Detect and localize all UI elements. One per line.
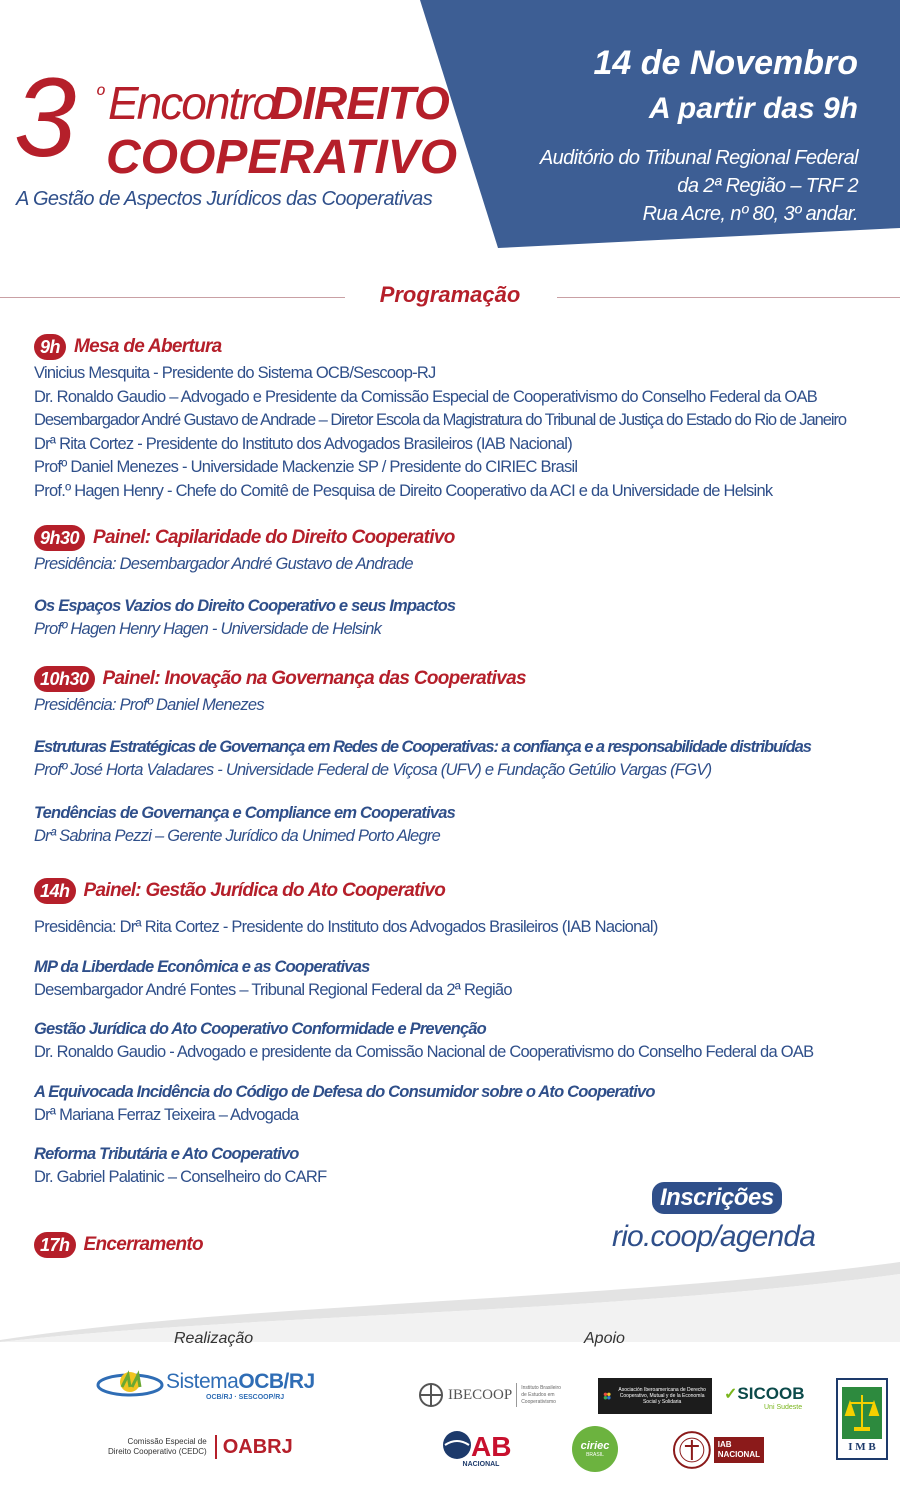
apoio-label: Apoio — [584, 1330, 625, 1347]
sistema-ocb-logo — [94, 1362, 334, 1408]
ibecoop-description: Instituto Brasileiro de Estudos em Cooperativismo — [521, 1384, 561, 1405]
ocb-subtext: OCB/RJ · SESCOOP/RJ — [206, 1393, 285, 1401]
sicoob-subtext: Uni Sudeste — [764, 1403, 803, 1411]
sicoob-wordmark: SICOOB — [737, 1383, 805, 1403]
oab-emblem-icon — [441, 1429, 521, 1461]
session-closing — [34, 1230, 334, 1260]
oab-nacional-subtext: NACIONAL — [462, 1460, 500, 1468]
speaker-line: Vinicius Mesquita - Presidente do Sistema OCB/Sescoop-RJ — [34, 364, 436, 382]
session-title: Painel: Inovação na Governança das Cooperativas — [102, 668, 526, 689]
session-inovacao — [34, 664, 884, 849]
session-opening — [34, 332, 884, 503]
session-header — [34, 664, 884, 694]
ciriec-logo — [572, 1426, 618, 1472]
edition-suffix: º — [96, 82, 105, 107]
session-header — [34, 523, 884, 553]
event-venue — [540, 144, 858, 228]
presidency-line: Presidência: Desembargador André Gustavo de Andrade — [34, 555, 413, 573]
edition-number: 3 — [14, 55, 73, 180]
presidency-line: Presidência: Drª Rita Cortez - Presidente do Instituto dos Advogados Brasileiros (IAB Nacional) — [34, 918, 658, 936]
realizacao-label: Realização — [174, 1330, 254, 1347]
session-title: Painel: Gestão Jurídica do Ato Cooperativo — [83, 880, 446, 901]
presidency-line: Presidência: Profº Daniel Menezes — [34, 696, 264, 714]
logo-divider — [516, 1383, 517, 1407]
talk-speaker: Drª Mariana Ferraz Teixeira – Advogada — [34, 1105, 299, 1124]
speaker-line: Desembargador André Gustavo de Andrade – Diretor Escola da Magistratura do Tribunal de Justiça do Estado do Rio de Janeiro — [34, 411, 847, 429]
speaker-line: Dr. Ronaldo Gaudio – Advogado e Presidente da Comissão Especial de Cooperativismo do Conselho Federal da OAB — [34, 387, 818, 406]
session-header — [34, 332, 884, 362]
talk-title: Estruturas Estratégicas de Governança em Redes de Cooperativas: a confiança e a responsabilidade distribuídas — [34, 737, 811, 756]
venue-line: Auditório do Tribunal Regional Federal — [539, 147, 858, 169]
sicoob-row — [724, 1384, 804, 1404]
ibecoop-wordmark: IBECOOP — [448, 1386, 513, 1403]
time-badge: 9h30 — [34, 525, 85, 551]
talk-speaker: Dr. Ronaldo Gaudio - Advogado e presidente da Comissão Nacional de Cooperativismo do Conselho Federal da OAB — [34, 1043, 814, 1061]
cedc-text — [108, 1437, 207, 1457]
iab-subtext: NACIONAL — [717, 1450, 760, 1459]
ocb-wordmark — [166, 1370, 315, 1394]
imb-wordmark: I M B — [848, 1441, 876, 1453]
ibecoop-emblem-icon — [418, 1382, 444, 1408]
ciriec-subtext: BRASIL — [586, 1452, 604, 1458]
speaker-line: Profº Daniel Menezes - Universidade Mackenzie SP / Presidente do CIRIEC Brasil — [34, 458, 578, 476]
svg-text:AB: AB — [471, 1430, 512, 1461]
talk-speaker: Profº Hagen Henry Hagen - Universidade de Helsink — [34, 619, 382, 638]
talk-title: Reforma Tributária e Ato Cooperativo — [34, 1145, 299, 1163]
session-capilaridade — [34, 523, 884, 641]
imb-emblem-icon — [840, 1385, 884, 1441]
oab-nacional-logo — [440, 1426, 522, 1470]
session-title: Encerramento — [83, 1234, 203, 1255]
iab-wordmark: IAB — [717, 1440, 732, 1449]
event-date: 14 de Novembro — [593, 44, 858, 82]
oabrj-logo — [108, 1432, 338, 1462]
iab-nacional-logo — [672, 1430, 764, 1470]
sicoob-check-icon: ✓ — [724, 1385, 738, 1403]
session-title: Mesa de Abertura — [74, 336, 222, 357]
iab-seal-icon — [672, 1430, 712, 1470]
ocb-wordmark-bold: OCB/RJ — [238, 1369, 315, 1393]
talk-title: A Equivocada Incidência do Código de Defesa do Consumidor sobre o Ato Cooperativo — [34, 1082, 655, 1101]
ocb-wordmark-main: Sistema — [166, 1369, 239, 1393]
title-cooperativo: COOPERATIVO — [106, 131, 458, 184]
speaker-line: Prof.º Hagen Henry - Chefe do Comitê de Pesquisa de Direito Cooperativo da ACI e da Universidade de Helsink — [34, 481, 773, 500]
ciriec-wordmark: ciriec — [580, 1440, 610, 1452]
ocb-emblem-icon — [94, 1365, 164, 1405]
cedc-line: Direito Cooperativo (CEDC) — [108, 1447, 207, 1456]
venue-line: da 2ª Região – TRF 2 — [677, 175, 858, 197]
ibecoop-logo — [418, 1378, 586, 1412]
talk-speaker: Drª Sabrina Pezzi – Gerente Jurídico da Unimed Porto Alegre — [34, 827, 441, 845]
cedc-line: Comissão Especial de — [127, 1437, 207, 1446]
event-subtitle: A Gestão de Aspectos Jurídicos das Cooperativas — [16, 188, 433, 210]
logo-divider — [215, 1435, 217, 1459]
title-direito: DIREITO — [270, 77, 449, 129]
oabrj-wordmark: OABRJ — [222, 1435, 293, 1458]
venue-line: Rua Acre, nº 80, 3º andar. — [642, 203, 858, 225]
talk-title: MP da Liberdade Econômica e as Cooperativas — [34, 957, 370, 976]
talk-title: Tendências de Governança e Compliance em Cooperativas — [34, 804, 455, 822]
iab-text-box — [714, 1437, 764, 1463]
ocb-text-group — [166, 1370, 315, 1401]
program-heading: Programação — [379, 282, 521, 307]
registration-label: Inscrições — [652, 1182, 782, 1214]
asociacion-text: Asociación Iberoamericana de Derecho Cooperativo, Mutual y de la Economía Social y Solidaria — [618, 1387, 706, 1405]
session-title: Painel: Capilaridade do Direito Cooperativo — [93, 527, 455, 548]
speaker-line: Drª Rita Cortez - Presidente do Instituto dos Advogados Brasileiros (IAB Nacional) — [34, 434, 572, 453]
talk-title: Os Espaços Vazios do Direito Cooperativo e seus Impactos — [34, 596, 456, 615]
session-gestao — [34, 876, 884, 1190]
time-badge: 17h — [34, 1232, 76, 1258]
talk-title: Gestão Jurídica do Ato Cooperativo Conformidade e Prevenção — [34, 1020, 486, 1038]
time-badge: 9h — [34, 334, 66, 360]
registration-link[interactable]: rio.coop/agenda — [612, 1220, 816, 1253]
asociacion-emblem-icon — [602, 1384, 612, 1408]
imb-logo — [836, 1378, 888, 1460]
asociacion-logo — [598, 1378, 712, 1414]
title-encontro: Encontro — [108, 77, 277, 129]
talk-speaker: Profº José Horta Valadares - Universidade Federal de Viçosa (UFV) e Fundação Getúlio Vargas (FGV) — [34, 760, 712, 779]
event-time: A partir das 9h — [649, 92, 858, 125]
session-header — [34, 876, 884, 906]
talk-speaker: Dr. Gabriel Palatinic – Conselheiro do CARF — [34, 1168, 327, 1186]
sicoob-logo — [724, 1382, 816, 1412]
talk-speaker: Desembargador André Fontes – Tribunal Regional Federal da 2ª Região — [34, 980, 512, 999]
session-header — [34, 1230, 334, 1260]
time-badge: 10h30 — [34, 666, 95, 692]
time-badge: 14h — [34, 878, 76, 904]
footer-wave — [0, 1262, 900, 1342]
